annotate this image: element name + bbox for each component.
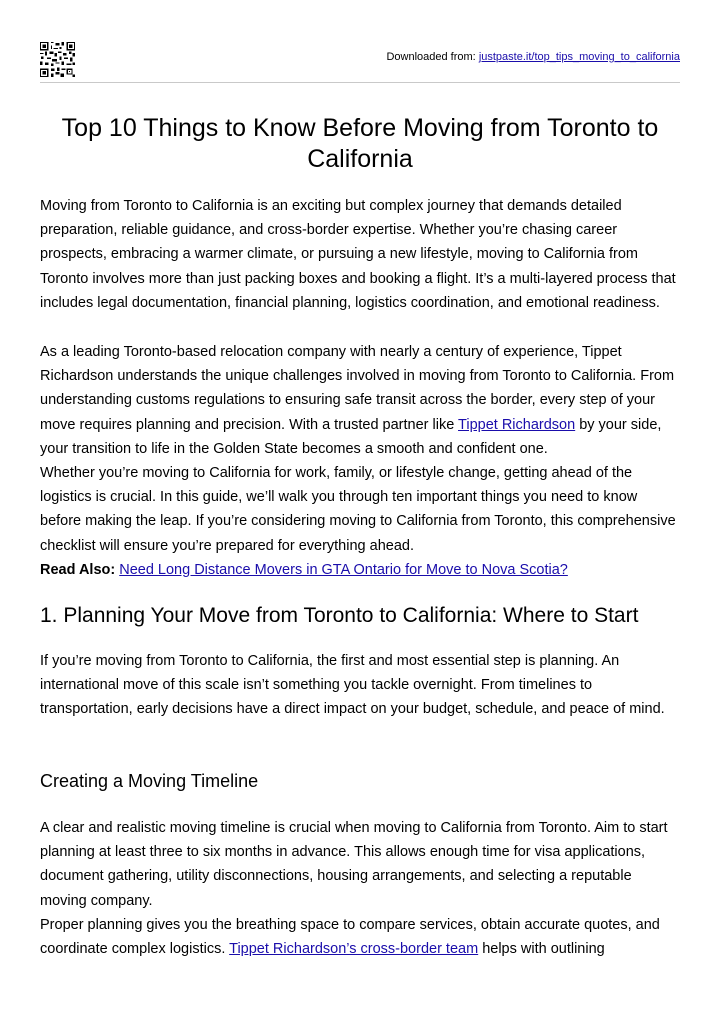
intro-paragraph-1: Moving from Toronto to California is an exciting but complex journey that demands detailed preparation, reliable guidance, and cross-border expertise. Whether you’re chasing career prospects, embracing a warmer climate, or pursuing a new lifestyle, moving to California from Toronto involves more than just packing boxes and booking a flight. It’s a multi-layered process that includes legal documentation, financial planning, logistics coordination, and emotional readiness.	[40, 198, 676, 311]
tippet-richardson-link[interactable]: Tippet Richardson	[458, 416, 576, 433]
download-source	[386, 51, 680, 63]
read-also-label: Read Also:	[40, 562, 116, 578]
timeline-paragraph-1: A clear and realistic moving timeline is crucial when moving to California from Toronto. Aim to start planning at least three to six months in advance. This allows enough time for visa applications, document gathering, utility disconnections, housing arrangements, and selecting a reputable moving company.	[40, 820, 668, 909]
moving-timeline-heading: Creating a Moving Timeline	[40, 771, 259, 791]
section-1-paragraph: If you’re moving from Toronto to California, the first and most essential step is planning. An international move of this scale isn’t something you tackle overnight. From timelines to transportation, early decisions have a direct impact on your budget, schedule, and peace of mind.	[40, 653, 665, 718]
page-title: Top 10 Things to Know Before Moving from Toronto to California	[61, 114, 659, 173]
source-link[interactable]: justpaste.it/top_tips_moving_to_california	[478, 51, 680, 63]
section-1-heading: 1. Planning Your Move from Toronto to California: Where to Start	[40, 604, 639, 627]
qr-code-icon	[40, 42, 75, 77]
intro-paragraph-3: Whether you’re moving to California for work, family, or lifestyle change, getting ahead of the logistics is crucial. In this guide, we’ll walk you through ten important things you need to know before making the leap. If you’re considering moving to California from Toronto, this comprehensive checklist will ensure you’re prepared for everything ahead.	[40, 465, 676, 554]
intro-paragraph-2-text-b: by your side, your transition to life in the Golden State becomes a smooth and confident one.	[40, 416, 662, 457]
timeline-paragraph-2-text-b: helps with outlining	[478, 941, 605, 958]
downloaded-from-label: Downloaded from:	[386, 51, 476, 63]
cross-border-team-link[interactable]: Tippet Richardson’s cross-border team	[229, 941, 479, 958]
timeline-paragraph-2-text-a: Proper planning gives you the breathing space to compare services, obtain accurate quotes, and coordinate complex logistics.	[40, 917, 660, 958]
read-also	[40, 558, 680, 582]
timeline-paragraph-2	[40, 913, 680, 961]
intro-paragraph-2	[40, 340, 680, 461]
intro-paragraph-2-text-a: As a leading Toronto-based relocation company with nearly a century of experience, Tippet Richardson understands the unique challenges involved in moving from Toronto to California. From understanding customs regulations to ensuring safe transit across the border, every step of your move requires planning and precision. With a trusted partner like	[40, 344, 675, 433]
read-also-link[interactable]: Need Long Distance Movers in GTA Ontario for Move to Nova Scotia?	[119, 562, 568, 578]
header-divider	[40, 82, 680, 83]
